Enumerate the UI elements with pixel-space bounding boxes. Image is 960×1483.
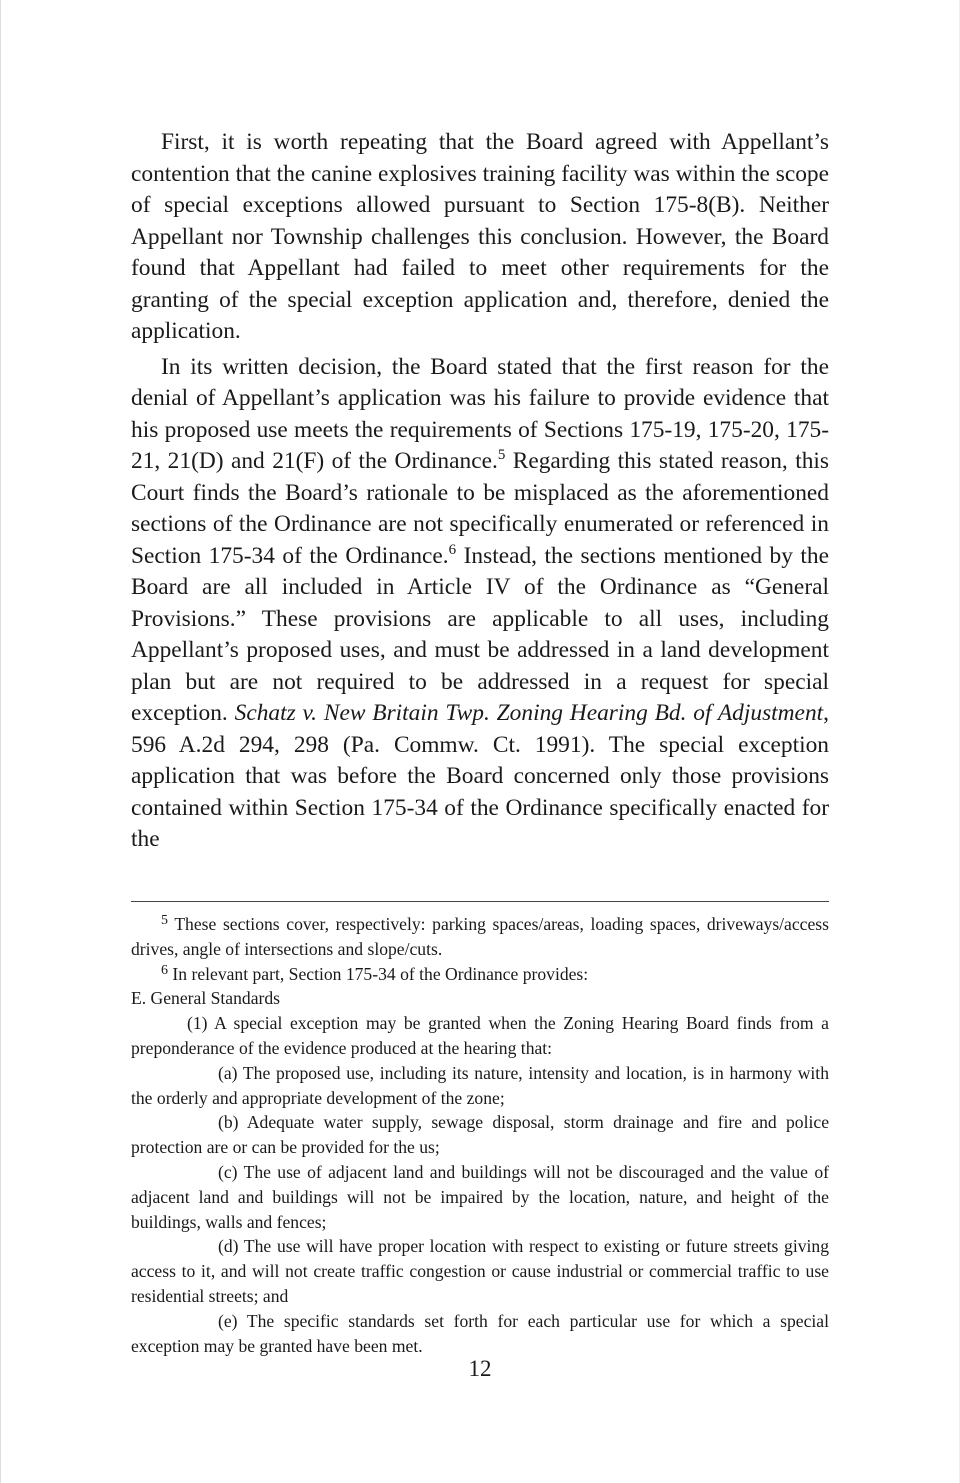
text-run: First, it is worth repeating that the Board agreed with Appellant’s contention that the canine explosives training facility was within the scope of special exceptions allowed pursuant to Section 175-8(B). Neither Appellant nor Township challenges this conclusion. However, the Board found that Appellant had failed to meet other requirements for the granting of the special exception application and, therefore, denied the application. [131,129,829,344]
footnotes [131,912,829,1358]
footnote-6-item-a: (a) The proposed use, including its nature, intensity and location, is in harmony with the orderly and appropriate development of the zone; [131,1062,829,1108]
text-run: , 596 A.2d 294, 298 (Pa. Commw. Ct. 1991). The special exception application that was before the Board concerned only those provisions contained within Section 175-34 of the Ordinance specifically enacted for the [131,700,829,852]
footnote-6-item-1: (1) A special exception may be granted when the Zoning Hearing Board finds from a preponderance of the evidence produced at the hearing that: [131,1013,829,1058]
text-run: In its written decision, the Board stated that the first reason for the denial of Appellant’s application was his failure to provide evidence that his proposed use meets the requirements of Sections 175-19, 175-20, 175-21, 21(D) and 21(F) of the Ordinance. [131,353,829,474]
footnote-6-item-c: (c) The use of adjacent land and buildings will not be discouraged and the value of adjacent land and buildings will not be impaired by the location, nature, and height of the buildings, walls and fences; [131,1161,829,1232]
footnote-5-text: These sections cover, respectively: parking spaces/areas, loading spaces, driveways/access drives, angle of intersections and slope/cuts. [131,914,829,959]
case-citation: Schatz v. New Britain Twp. Zoning Hearing Bd. of Adjustment [234,700,824,726]
footnote-divider [131,901,829,902]
text-run: Regarding this stated reason, this Court finds the Board’s rationale to be misplaced as the aforementioned sections of the Ordinance are not specifically enumerated or referenced in Section 175-34 of the Ordinance. [131,448,829,569]
footnote-6-intro: In relevant part, Section 175-34 of the Ordinance provides: [172,963,589,984]
footnote-6-item-d: (d) The use will have proper location with respect to existing or future streets giving access to it, and will not create traffic congestion or cause industrial or commercial traffic to use residential streets; and [131,1236,829,1306]
body-text [131,127,829,856]
footnote-5 [131,912,829,962]
footnote-6-heading: E. General Standards [131,988,281,1009]
footnote-ref-6: 6 [448,541,457,558]
footnote-6-number: 6 [161,962,168,978]
page-number: 12 [468,1356,492,1381]
paragraph-1 [131,127,829,348]
footnote-6-item-e: (e) The specific standards set forth for each particular use for which a special exception may be granted have been met. [131,1310,829,1356]
footnote-ref-5: 5 [497,447,506,463]
text-run: Instead, the sections mentioned by the Board are all included in Article IV of the Ordinance as “General Provisions.” These provisions are applicable to all uses, including Appellant’s proposed uses, and must be addressed in a land development plan but are not required to be addressed in a request for special exception. [131,542,829,726]
footnote-5-number: 5 [161,913,168,928]
paragraph-2 [131,352,829,856]
footnote-6 [131,962,829,987]
footnote-6-item-b: (b) Adequate water supply, sewage disposal, storm drainage and fire and police protection are or can be provided for the us; [131,1112,829,1158]
